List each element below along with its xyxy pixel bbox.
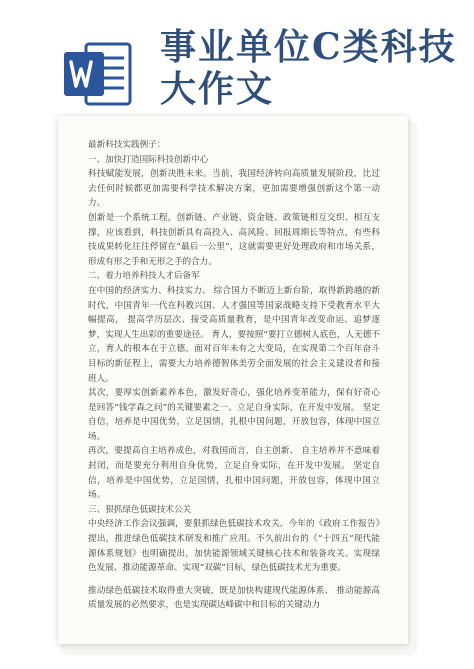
page-title [160, 26, 457, 110]
document-body [88, 138, 380, 613]
doc-intro: 最新科技实践例子： [88, 140, 166, 150]
paragraph: 其次，要厚实创新素养本色，激发好奇心，强化培养变革能力，保有好奇心是回答“钱学森之问”的关键要素之一。立足自身实际，在开发中发展。 坚定自信，培养是中国优势，立足国情，扎根中国问题，开放包容，体现中国立场。 [88, 388, 380, 442]
word-document-icon [62, 38, 134, 110]
section-heading-2: 二、着力培养科技人才后备军 [88, 271, 200, 282]
paragraph: 中央经济工作会议强调，要狠抓绿色低碳技术攻关。今年的《政府工作报告》提出，推进绿色低碳技术研发和推广应用。不久前出台的《“十四五”现代能源体系规划》也明确提出，加快能源领域关键核心技术和装备攻关。实现绿色发展、推动能源革命、实现“双碳”目标，绿色低碳技术尤为重要。 [88, 519, 380, 574]
spacer [88, 576, 380, 584]
paragraph: 在中国的经济实力、科技实力、 综合国力不断迈上新台阶，取得新跨越的新时代，中国青年一代在科教兴国、人才强国等国家战略支持下受教育水平大幅提高， 提高学历层次、接受高质量教育，是中国青年改变命运、追梦逐梦，实现人生出彩的重要途径。 育人，要按照“要打立德树人底色，人无德不立，育人的根本在于立德。面对百年未有之大变局，在实现第二个百年奋斗目标的新征程上，需要大力培养德智体美劳全面发展的社会主义建设者和接班人。 [88, 285, 380, 384]
paragraph: 推动绿色低碳技术取得重大突破，既是加快构建现代能源体系、 推动能源高质量发展的必然要求，也是实现碳达峰碳中和目标的关键动力 [88, 585, 380, 611]
title-line-1: 事业单位C类科技 [160, 26, 457, 68]
paragraph: 再次，要提高自主培养成色，对我国而言，自主创新、 自主培养并不意味着封闭，而是要充分利用自身优势，立足自身实际，在开发中发展。 坚定自信，培养是中国优势，立足国情，扎根中国问题，开放包容，体现中国立场。 [88, 446, 380, 501]
document-preview [58, 116, 416, 656]
title-line-2: 大作文 [160, 68, 275, 110]
section-heading-1: 一、加快打造国际科技创新中心 [88, 154, 209, 165]
paragraph: 创新是一个系统工程，创新链、产业链、资金链、政策链相互交织、相互支撑，应该看到，科技创新具有高投入、高风险、回报周期长等特点，有些科技成果转化往往停留在“最后一公里”，这就需要更好处理政府和市场关系，形成有形之手和无形之手的合力。 [88, 212, 380, 267]
paragraph: 科技赋能发展，创新决胜未来。当前，我国经济转向高质量发展阶段，比过去任何时候都更加需要科学技术解决方案，更加需要增强创新这个第一动力。 [88, 169, 380, 209]
header [0, 0, 474, 112]
section-heading-3: 三、狠抓绿色低碳技术公关 [88, 504, 192, 515]
document-page [58, 116, 408, 644]
